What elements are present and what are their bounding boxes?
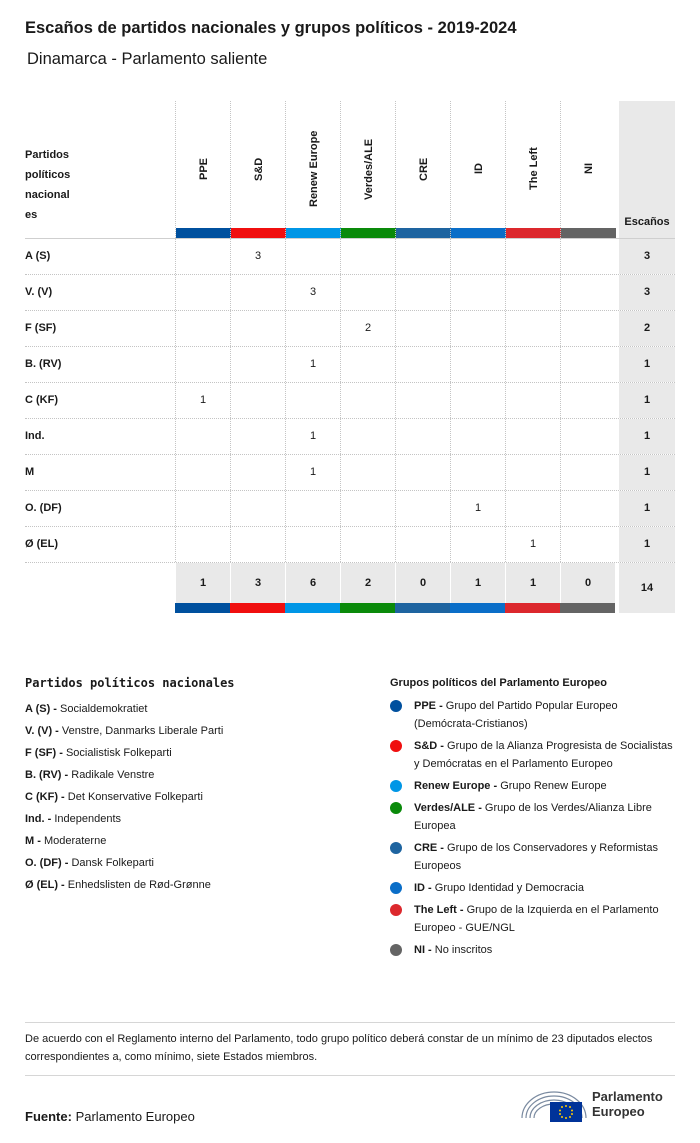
seat-cell bbox=[175, 491, 230, 526]
seat-cell bbox=[560, 311, 615, 346]
row-total: 3 bbox=[619, 239, 675, 274]
table-row bbox=[25, 347, 675, 383]
party-label: Ø (EL) bbox=[25, 538, 58, 550]
row-header-line: es bbox=[25, 209, 38, 221]
seats-table bbox=[25, 101, 675, 613]
party-abbr: V. (V) - bbox=[25, 725, 59, 737]
party-abbr: O. (DF) - bbox=[25, 857, 69, 869]
seat-cell bbox=[560, 527, 615, 562]
seat-cell bbox=[175, 347, 230, 382]
seat-cell bbox=[340, 347, 395, 382]
party-abbr: C (KF) - bbox=[25, 791, 65, 803]
seat-cell bbox=[560, 419, 615, 454]
group-color-bar bbox=[506, 228, 561, 238]
group-name-label: CRE bbox=[417, 157, 430, 181]
legend-item bbox=[25, 720, 355, 742]
seat-cell bbox=[505, 419, 560, 454]
seat-cell bbox=[450, 347, 505, 382]
party-name: Socialistisk Folkeparti bbox=[65, 747, 172, 759]
groups-legend-title: Grupos políticos del Parlamento Europeo bbox=[390, 677, 607, 689]
party-label: F (SF) bbox=[25, 322, 57, 334]
parliament-hemicycle-icon bbox=[520, 1084, 588, 1124]
group-color-bar bbox=[451, 228, 506, 238]
seat-cell bbox=[340, 383, 395, 418]
seat-cell bbox=[505, 455, 560, 490]
group-color-bar bbox=[175, 603, 230, 613]
party-name: Det Konservative Folkeparti bbox=[67, 791, 203, 803]
party-name: Dansk Folkeparti bbox=[71, 857, 154, 869]
ep-logo bbox=[520, 1084, 680, 1124]
legend-item bbox=[25, 830, 355, 852]
group-abbr: The Left - bbox=[414, 904, 464, 916]
seat-cell bbox=[395, 491, 450, 526]
national-legend-title: Partidos políticos nacionales bbox=[25, 676, 235, 690]
seats-column-header bbox=[619, 101, 675, 238]
seat-cell bbox=[230, 383, 285, 418]
political-groups-legend bbox=[390, 677, 680, 963]
group-name-label: ID bbox=[472, 163, 485, 175]
seat-cell bbox=[395, 347, 450, 382]
group-name-label: The Left bbox=[527, 147, 540, 191]
group-name-label: Renew Europe bbox=[307, 130, 320, 208]
party-label: Ind. bbox=[25, 430, 45, 442]
group-color-bar bbox=[176, 228, 231, 238]
party-abbr: F (SF) - bbox=[25, 747, 63, 759]
group-color-bar bbox=[561, 228, 616, 238]
group-abbr: Verdes/ALE - bbox=[414, 802, 482, 814]
legend-item bbox=[25, 874, 355, 896]
seat-cell bbox=[230, 275, 285, 310]
seat-cell bbox=[395, 311, 450, 346]
group-color-bar bbox=[285, 603, 340, 613]
group-column-header bbox=[340, 101, 395, 238]
row-total: 1 bbox=[619, 527, 675, 562]
seat-cell bbox=[285, 239, 340, 274]
seat-cell: 1 bbox=[450, 491, 505, 526]
party-name: Moderaterne bbox=[43, 835, 107, 847]
party-name: Venstre, Danmarks Liberale Parti bbox=[61, 725, 224, 737]
group-column-header bbox=[230, 101, 285, 238]
seat-cell bbox=[560, 239, 615, 274]
seat-cell bbox=[230, 527, 285, 562]
party-abbr: M - bbox=[25, 835, 41, 847]
group-color-dot-icon bbox=[390, 740, 402, 752]
group-name bbox=[286, 119, 341, 219]
seat-cell bbox=[560, 455, 615, 490]
group-total: 3 bbox=[230, 563, 285, 603]
row-total: 3 bbox=[619, 275, 675, 310]
seat-cell bbox=[285, 491, 340, 526]
legend-item bbox=[390, 839, 680, 875]
group-name-label: Verdes/ALE bbox=[362, 138, 375, 200]
row-header-line: nacional bbox=[25, 189, 70, 201]
seat-cell bbox=[340, 527, 395, 562]
party-label: O. (DF) bbox=[25, 502, 62, 514]
group-name bbox=[396, 119, 451, 219]
logo-text bbox=[592, 1089, 663, 1119]
group-abbr: PPE - bbox=[414, 700, 443, 712]
group-color-bar bbox=[395, 603, 450, 613]
table-row bbox=[25, 239, 675, 275]
group-name: Grupo del Partido Popular Europeo (Demócrata-Cristianos) bbox=[414, 700, 618, 730]
group-total: 0 bbox=[395, 563, 450, 603]
group-column-header bbox=[395, 101, 450, 238]
seat-cell: 3 bbox=[285, 275, 340, 310]
seat-cell: 3 bbox=[230, 239, 285, 274]
row-total: 1 bbox=[619, 455, 675, 490]
seat-cell bbox=[175, 311, 230, 346]
group-name bbox=[451, 119, 506, 219]
group-color-bar bbox=[505, 603, 560, 613]
seat-cell bbox=[450, 383, 505, 418]
table-body bbox=[25, 239, 675, 563]
seat-cell bbox=[340, 455, 395, 490]
page-title: Escaños de partidos nacionales y grupos políticos - 2019-2024 bbox=[25, 19, 517, 37]
seat-cell bbox=[560, 491, 615, 526]
group-column-header bbox=[285, 101, 340, 238]
group-color-dot-icon bbox=[390, 904, 402, 916]
party-label: V. (V) bbox=[25, 286, 53, 298]
group-abbr: CRE - bbox=[414, 842, 444, 854]
seat-cell bbox=[505, 491, 560, 526]
seat-cell bbox=[450, 275, 505, 310]
seats-header-label: Escaños bbox=[624, 216, 670, 228]
row-total: 1 bbox=[619, 491, 675, 526]
group-total: 6 bbox=[285, 563, 340, 603]
row-total: 1 bbox=[619, 383, 675, 418]
seat-cell bbox=[340, 239, 395, 274]
party-name: Enhedslisten de Rød-Grønne bbox=[67, 879, 211, 891]
seat-cell bbox=[230, 455, 285, 490]
group-name: Grupo de la Izquierda en el Parlamento Europeo - GUE/NGL bbox=[414, 904, 659, 934]
group-name: Grupo Renew Europe bbox=[500, 780, 607, 792]
group-name: Grupo de la Alianza Progresista de Socialistas y Demócratas en el Parlamento Europeo bbox=[414, 740, 673, 770]
group-color-dot-icon bbox=[390, 882, 402, 894]
legend-item bbox=[25, 698, 355, 720]
table-row bbox=[25, 383, 675, 419]
group-color-bar bbox=[396, 228, 451, 238]
party-name: Socialdemokratiet bbox=[60, 703, 148, 715]
table-header bbox=[25, 101, 675, 239]
seat-cell bbox=[395, 527, 450, 562]
seat-cell bbox=[450, 239, 505, 274]
seat-cell bbox=[395, 455, 450, 490]
seat-cell bbox=[230, 347, 285, 382]
group-name bbox=[176, 119, 231, 219]
seat-cell bbox=[340, 419, 395, 454]
seat-cell bbox=[175, 419, 230, 454]
party-label: A (S) bbox=[25, 250, 51, 262]
seat-cell: 1 bbox=[175, 383, 230, 418]
seat-cell bbox=[450, 455, 505, 490]
seat-cell bbox=[285, 527, 340, 562]
group-total: 0 bbox=[560, 563, 615, 603]
seat-cell bbox=[230, 419, 285, 454]
legend-item bbox=[390, 879, 680, 897]
group-column-header bbox=[175, 101, 230, 238]
source-label: Fuente: bbox=[25, 1109, 72, 1124]
table-row bbox=[25, 455, 675, 491]
row-total: 1 bbox=[619, 347, 675, 382]
seat-cell bbox=[175, 275, 230, 310]
group-name-label: PPE bbox=[197, 158, 210, 181]
table-row bbox=[25, 275, 675, 311]
legend-item bbox=[390, 901, 680, 937]
footnote: De acuerdo con el Reglamento interno del Parlamento, todo grupo político deberá constar de un mínimo de 23 diputados electos correspondientes a, como mínimo, siete Estados miembros. bbox=[25, 1022, 675, 1076]
row-total: 2 bbox=[619, 311, 675, 346]
party-abbr: A (S) - bbox=[25, 703, 57, 715]
legend-item bbox=[25, 764, 355, 786]
group-color-bar bbox=[286, 228, 341, 238]
table-row bbox=[25, 491, 675, 527]
group-name: Grupo de los Conservadores y Reformistas Europeos bbox=[414, 842, 658, 872]
seat-cell bbox=[230, 311, 285, 346]
seat-cell bbox=[285, 311, 340, 346]
party-name: Independents bbox=[54, 813, 122, 825]
party-name: Radikale Venstre bbox=[71, 769, 155, 781]
seat-cell bbox=[450, 419, 505, 454]
group-color-dot-icon bbox=[390, 780, 402, 792]
seat-cell: 1 bbox=[285, 347, 340, 382]
table-row bbox=[25, 311, 675, 347]
seat-cell bbox=[395, 275, 450, 310]
logo-line-1: Parlamento bbox=[592, 1089, 663, 1104]
party-label: M bbox=[25, 466, 35, 478]
table-row bbox=[25, 527, 675, 563]
group-total: 1 bbox=[450, 563, 505, 603]
group-total: 2 bbox=[340, 563, 395, 603]
group-color-bar bbox=[341, 228, 396, 238]
grand-total: 14 bbox=[619, 563, 675, 613]
group-total: 1 bbox=[175, 563, 230, 603]
group-color-bar bbox=[230, 603, 285, 613]
source bbox=[25, 1109, 195, 1124]
group-name-label: NI bbox=[582, 163, 595, 175]
group-color-dot-icon bbox=[390, 700, 402, 712]
totals-row bbox=[25, 563, 675, 613]
legend-item bbox=[25, 808, 355, 830]
legend-item bbox=[390, 799, 680, 835]
seat-cell bbox=[175, 239, 230, 274]
group-name-label: S&D bbox=[252, 157, 265, 181]
seat-cell bbox=[450, 527, 505, 562]
logo-line-2: Europeo bbox=[592, 1104, 645, 1119]
national-parties-legend bbox=[25, 676, 355, 896]
seat-cell bbox=[285, 383, 340, 418]
party-abbr: B. (RV) - bbox=[25, 769, 69, 781]
seat-cell bbox=[450, 311, 505, 346]
seat-cell bbox=[340, 275, 395, 310]
seat-cell bbox=[560, 347, 615, 382]
group-color-bar bbox=[560, 603, 615, 613]
page-subtitle: Dinamarca - Parlamento saliente bbox=[27, 50, 268, 68]
group-abbr: Renew Europe - bbox=[414, 780, 498, 792]
group-total: 1 bbox=[505, 563, 560, 603]
seat-cell: 1 bbox=[505, 527, 560, 562]
group-name: Grupo Identidad y Democracia bbox=[434, 882, 584, 894]
seat-cell bbox=[560, 275, 615, 310]
seat-cell bbox=[560, 383, 615, 418]
seat-cell bbox=[395, 419, 450, 454]
group-color-bar bbox=[450, 603, 505, 613]
group-column-header bbox=[560, 101, 615, 238]
seat-cell bbox=[505, 347, 560, 382]
seat-cell bbox=[505, 275, 560, 310]
legend-item bbox=[25, 852, 355, 874]
group-name: Grupo de los Verdes/Alianza Libre Europea bbox=[414, 802, 652, 832]
group-name bbox=[341, 119, 396, 219]
row-total: 1 bbox=[619, 419, 675, 454]
seat-cell bbox=[505, 239, 560, 274]
group-color-dot-icon bbox=[390, 842, 402, 854]
source-value: Parlamento Europeo bbox=[75, 1109, 195, 1124]
row-header-line: Partidos bbox=[25, 149, 70, 161]
group-color-bar bbox=[340, 603, 395, 613]
seat-cell bbox=[175, 455, 230, 490]
group-abbr: ID - bbox=[414, 882, 432, 894]
group-name bbox=[506, 119, 561, 219]
legend-item bbox=[390, 941, 680, 959]
seat-cell bbox=[340, 491, 395, 526]
seat-cell: 1 bbox=[285, 419, 340, 454]
seat-cell bbox=[395, 383, 450, 418]
seat-cell bbox=[395, 239, 450, 274]
seat-cell bbox=[505, 311, 560, 346]
seat-cell: 2 bbox=[340, 311, 395, 346]
party-abbr: Ind. - bbox=[25, 813, 52, 825]
legend-item bbox=[390, 737, 680, 773]
party-abbr: Ø (EL) - bbox=[25, 879, 65, 891]
seat-cell bbox=[175, 527, 230, 562]
seat-cell: 1 bbox=[285, 455, 340, 490]
group-abbr: NI - bbox=[414, 944, 432, 956]
legend-item bbox=[25, 742, 355, 764]
legend-item bbox=[25, 786, 355, 808]
group-name: No inscritos bbox=[434, 944, 493, 956]
group-color-dot-icon bbox=[390, 802, 402, 814]
seat-cell bbox=[505, 383, 560, 418]
group-color-dot-icon bbox=[390, 944, 402, 956]
row-header-line: políticos bbox=[25, 169, 71, 181]
group-color-bar bbox=[231, 228, 286, 238]
group-column-header bbox=[505, 101, 560, 238]
group-abbr: S&D - bbox=[414, 740, 444, 752]
legend-item bbox=[390, 777, 680, 795]
table-row bbox=[25, 419, 675, 455]
row-header-label bbox=[25, 145, 175, 225]
party-label: B. (RV) bbox=[25, 358, 62, 370]
group-name bbox=[561, 119, 616, 219]
group-column-header bbox=[450, 101, 505, 238]
party-label: C (KF) bbox=[25, 394, 58, 406]
group-name bbox=[231, 119, 286, 219]
legend-item bbox=[390, 697, 680, 733]
seat-cell bbox=[230, 491, 285, 526]
